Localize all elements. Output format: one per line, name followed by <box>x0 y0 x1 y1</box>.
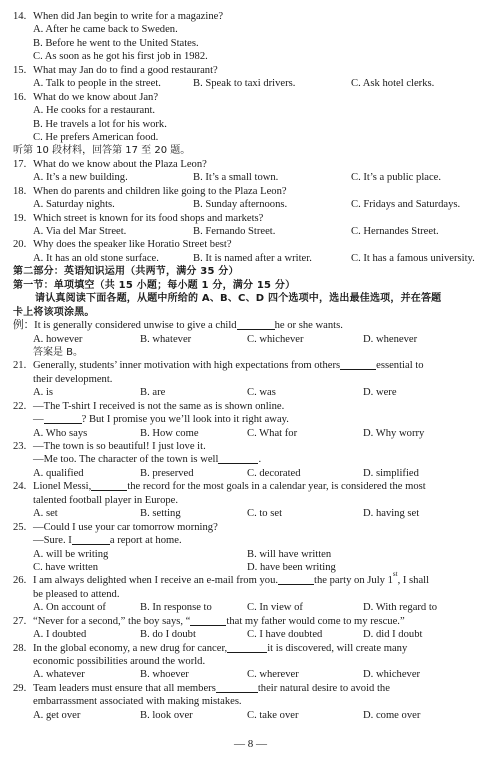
question-stem-pre: Team leaders must ensure that all members <box>33 682 216 694</box>
option-c: C. wherever <box>247 669 299 681</box>
question-number: 21. <box>13 360 27 372</box>
option-b: B. It’s a small town. <box>193 172 279 184</box>
option-d: D. simplified <box>363 467 419 479</box>
option-d: D. whenever <box>363 333 418 345</box>
option-a: A. Who says <box>33 427 88 439</box>
option-b: B. setting <box>140 508 181 520</box>
option-b: B. It is named after a writer. <box>193 252 312 264</box>
question-number: 17. <box>13 158 27 170</box>
question-number: 18. <box>13 185 27 197</box>
option-c: C. What for <box>247 427 298 439</box>
dialogue-text: —Me too. The character of the town is well <box>33 454 219 466</box>
question-stem-post: , I shall <box>397 575 430 587</box>
options-row <box>13 561 491 574</box>
option-b: B. Before he went to the United States. <box>33 37 199 49</box>
options-row <box>13 77 491 90</box>
option-a: A. get over <box>33 709 81 721</box>
question-stem-cont: economic possibilities around the world. <box>33 656 206 667</box>
option-d: D. Why worry <box>363 427 425 439</box>
options-row <box>13 628 491 641</box>
option-c: C. have written <box>33 561 99 573</box>
question-23 <box>13 440 491 453</box>
option-b: B. are <box>140 387 166 399</box>
option-a: A. Via del Mar Street. <box>33 226 127 237</box>
option-c: C. was <box>247 387 276 399</box>
question-20 <box>13 238 491 251</box>
option-a: A. Saturday nights. <box>33 199 115 211</box>
section-instructions: 请认真阅读下面各题，从题中所给的 A、B、C、D 四个选项中，选出最佳选项，并在答题 <box>35 293 442 305</box>
question-14 <box>13 10 491 23</box>
options-row <box>13 386 491 399</box>
option-d: D. With regard to <box>363 602 438 614</box>
question-29 <box>13 682 491 695</box>
question-number: 19. <box>13 212 27 224</box>
question-number: 25. <box>13 521 27 533</box>
option-d: D. were <box>363 387 397 399</box>
question-stem-post: their natural desire to avoid the <box>257 682 390 694</box>
question-number: 20. <box>13 239 27 251</box>
option-c: C. Hernandes Street. <box>351 226 439 237</box>
option-c: C. It has a famous university. <box>351 252 475 264</box>
question-stem: What do we know about the Plaza Leon? <box>33 158 207 170</box>
part-title: 第二部分：英语知识运用（共两节，满分 35 分） <box>13 266 239 278</box>
question-19 <box>13 212 491 225</box>
options-row <box>13 198 491 211</box>
question-21 <box>13 359 491 372</box>
option-a: A. set <box>33 508 58 520</box>
option-b: B. will have written <box>247 548 332 560</box>
question-16 <box>13 91 491 104</box>
question-stem-pre: In the global economy, a new drug for cancer, <box>33 642 228 654</box>
options-row <box>13 427 491 440</box>
answer-blank <box>216 682 258 693</box>
question-number: 14. <box>13 11 27 22</box>
option-c: C. In view of <box>247 602 303 614</box>
dialogue-text: —Sure. I <box>33 535 72 547</box>
question-stem: Why does the speaker like Horatio Street best? <box>33 239 232 251</box>
question-stem-post: essential to <box>376 360 424 372</box>
option-b: B. Speak to taxi drivers. <box>193 78 296 90</box>
question-number: 15. <box>13 64 27 76</box>
options-row <box>13 601 491 614</box>
answer-blank <box>190 615 226 626</box>
dialogue-end: . <box>258 454 262 466</box>
question-stem-mid: the party on July 1 <box>314 575 393 587</box>
option-a: A. Talk to people in the street. <box>33 78 161 90</box>
option-c: C. As soon as he got his first job in 1982. <box>33 51 208 63</box>
dialogue-line-1: —The town is so beautiful! I just love it. <box>33 441 206 452</box>
option-b: B. In response to <box>140 602 212 614</box>
dialogue-end: a report at home. <box>109 535 182 547</box>
answer-blank <box>72 534 110 545</box>
question-stem-post: that my father would come to my rescue.” <box>226 615 405 627</box>
option-b: B. Fernando Street. <box>193 226 276 237</box>
answer-blank <box>278 574 314 585</box>
options-row <box>13 548 491 561</box>
dialogue-line-1: —The T-shirt I received is not the same as is shown online. <box>33 400 285 412</box>
question-stem-pre: “Never for a second,” the boy says, “ <box>33 615 191 627</box>
option-a: A. will be writing <box>33 548 109 560</box>
question-number: 24. <box>13 481 27 493</box>
question-stem-cont: be pleased to attend. <box>33 588 120 600</box>
option-b: B. He travels a lot for his work. <box>33 118 167 130</box>
question-number: 16. <box>13 91 27 103</box>
example-question <box>13 319 491 332</box>
question-stem-pre: Generally, students’ inner motivation with high expectations from others <box>33 360 341 372</box>
dialogue-line-2 <box>13 453 491 466</box>
question-25 <box>13 521 491 534</box>
dialogue-line-2 <box>13 413 491 426</box>
question-24 <box>13 480 491 493</box>
options-row <box>13 507 491 520</box>
question-27 <box>13 615 491 628</box>
option-c: C. He prefers American food. <box>33 131 159 143</box>
question-26 <box>13 570 491 587</box>
option-a: A. whatever <box>33 669 85 681</box>
option-c: C. Ask hotel clerks. <box>351 78 435 90</box>
option-a: A. It’s a new building. <box>33 172 128 184</box>
question-stem: When did Jan begin to write for a magazine? <box>33 11 224 22</box>
question-stem: What may Jan do to find a good restaurant? <box>33 64 218 76</box>
options-row <box>13 171 491 184</box>
section-title: 第一节：单项填空（共 15 小题；每小题 1 分，满分 15 分） <box>13 279 296 291</box>
option-b: B. preserved <box>140 467 194 479</box>
answer-blank <box>340 359 376 370</box>
option-c: C. I have doubted <box>247 629 323 641</box>
example-stem-post: he or she wants. <box>274 320 343 332</box>
section-instructions-cont: 卡上将该项涂黑。 <box>13 306 95 318</box>
options-row <box>13 225 491 238</box>
option-b: B. How come <box>140 427 199 439</box>
question-22 <box>13 400 491 413</box>
option-b: B. Sunday afternoons. <box>193 199 288 211</box>
dialogue-line-2 <box>13 534 491 547</box>
question-number: 29. <box>13 682 27 694</box>
options-row <box>13 252 491 265</box>
dialogue-dash: — <box>33 414 44 426</box>
option-c: C. whichever <box>247 333 304 345</box>
option-d: D. come over <box>363 709 421 721</box>
question-stem-post: the record for the most goals in a calendar year, is considered the most <box>127 481 426 493</box>
option-b: B. whoever <box>140 669 189 681</box>
example-answer: 答案是 B。 <box>33 346 84 358</box>
ordinal-suffix: st <box>392 570 398 579</box>
dialogue-text: ? But I promise you we’ll look into it right away. <box>81 414 289 426</box>
options-row <box>13 668 491 681</box>
option-d: D. whichever <box>363 669 421 681</box>
option-c: C. It’s a public place. <box>351 172 442 184</box>
question-number: 22. <box>13 400 27 412</box>
option-a: A. I doubted <box>33 629 87 641</box>
option-a: A. is <box>33 387 54 399</box>
option-a: A. It has an old stone surface. <box>33 252 159 264</box>
option-b: B. whatever <box>140 333 192 345</box>
question-number: 28. <box>13 642 27 654</box>
question-stem-cont: embarrassment associated with making mistakes. <box>33 696 242 708</box>
question-number: 23. <box>13 441 27 452</box>
question-18 <box>13 185 491 198</box>
page-number: — 8 — <box>234 738 267 750</box>
example-stem-pre: 例：It is generally considered unwise to give a child <box>13 320 237 332</box>
option-b: B. do I doubt <box>140 629 196 641</box>
answer-blank <box>44 413 82 424</box>
question-stem: What do we know about Jan? <box>33 91 159 103</box>
option-a: A. On account of <box>33 602 106 614</box>
dialogue-line-1: —Could I use your car tomorrow morning? <box>33 521 218 533</box>
options-row <box>13 333 491 346</box>
question-stem-post: it is discovered, will create many <box>267 642 408 654</box>
option-c: C. to set <box>247 508 283 520</box>
section-heading: 听第 10 段材料，回答第 17 至 20 题。 <box>13 145 191 157</box>
option-d: D. have been writing <box>247 561 336 573</box>
question-stem: Which street is known for its food shops and markets? <box>33 212 264 224</box>
options-row <box>13 709 491 722</box>
option-a: A. qualified <box>33 467 84 479</box>
question-28 <box>13 642 491 655</box>
options-row <box>13 467 491 480</box>
option-c: C. decorated <box>247 467 301 479</box>
option-a: A. however <box>33 333 83 345</box>
question-stem-cont: their development. <box>33 373 113 385</box>
option-a: A. He cooks for a restaurant. <box>33 105 156 117</box>
option-a: A. After he came back to Sweden. <box>33 24 178 36</box>
question-stem-cont: talented football player in Europe. <box>33 494 179 506</box>
question-stem-pre: I am always delighted when I receive an e-mail from you. <box>33 575 279 587</box>
option-b: B. look over <box>140 709 193 721</box>
option-d: D. having set <box>363 508 420 520</box>
question-number: 27. <box>13 615 27 627</box>
question-17 <box>13 158 491 171</box>
option-c: C. take over <box>247 709 299 721</box>
answer-blank <box>227 642 267 653</box>
question-stem-pre: Lionel Messi, <box>33 481 92 493</box>
answer-blank <box>218 453 258 464</box>
option-c: C. Fridays and Saturdays. <box>351 199 461 211</box>
answer-blank <box>91 480 127 491</box>
answer-blank <box>237 319 275 330</box>
question-stem: When do parents and children like going to the Plaza Leon? <box>33 185 287 197</box>
question-number: 26. <box>13 575 27 587</box>
question-15 <box>13 64 491 77</box>
option-d: D. did I doubt <box>363 629 423 641</box>
